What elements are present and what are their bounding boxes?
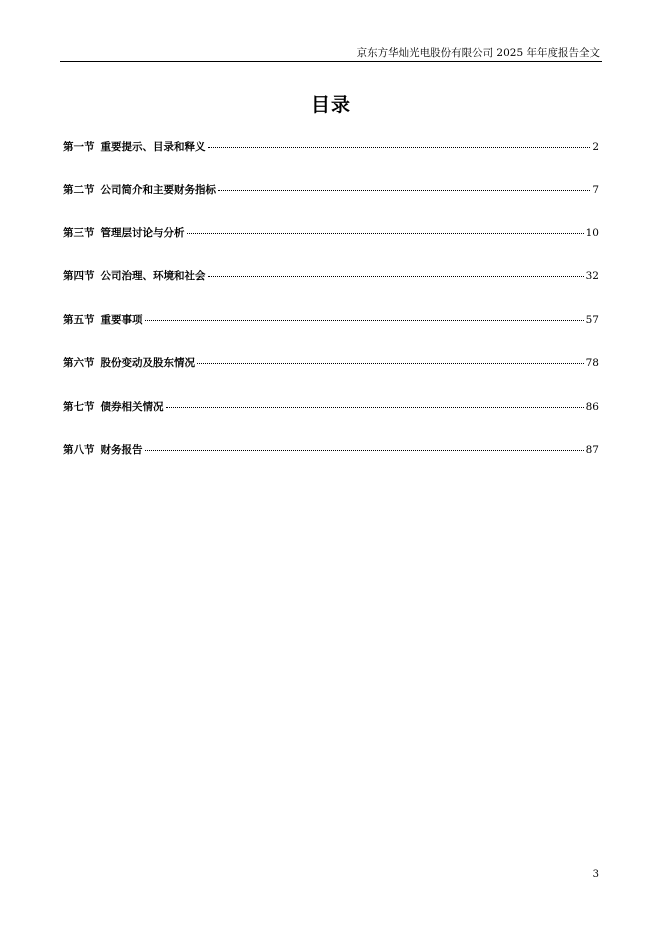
toc-dot-leader [218,190,590,191]
toc-entry[interactable] [63,269,599,283]
toc-dot-leader [208,276,584,277]
toc-page-number: 10 [585,227,599,239]
toc-dot-leader [208,147,591,148]
toc-section-number: 第六节 [63,357,95,369]
toc-entry[interactable] [63,140,599,154]
toc-page-number: 2 [592,141,599,153]
toc-title: 目录 [310,94,351,116]
toc-page-number: 78 [585,357,599,369]
toc-entry[interactable] [63,183,599,197]
toc-section-number: 第四节 [63,270,95,282]
toc-dot-leader [197,363,584,364]
page-number: 3 [592,869,599,880]
toc-entry[interactable] [63,356,599,370]
toc-section-number: 第一节 [63,141,95,153]
toc-page-number: 87 [585,444,599,456]
toc-section-title: 重要提示、目录和释义 [100,141,206,153]
toc-section-title: 公司简介和主要财务指标 [100,184,216,196]
toc-section-title: 财务报告 [100,444,143,456]
toc-section-title: 公司治理、环境和社会 [100,270,206,282]
toc-dot-leader [187,233,584,234]
toc-page-number: 7 [592,184,599,196]
toc-section-title: 债券相关情况 [100,401,164,413]
toc-section-number: 第二节 [63,184,95,196]
toc-page-number: 86 [585,401,599,413]
toc-entry[interactable] [63,400,599,414]
toc-section-number: 第七节 [63,401,95,413]
running-header: 京东方华灿光电股份有限公司 2025 年年度报告全文 [356,47,600,59]
toc-section-title: 重要事项 [100,314,143,326]
toc-dot-leader [145,320,584,321]
toc-dot-leader [145,450,584,451]
toc-section-title: 股份变动及股东情况 [100,357,195,369]
toc-page-number: 32 [585,270,599,282]
toc-section-number: 第八节 [63,444,95,456]
toc-section-title: 管理层讨论与分析 [100,227,185,239]
toc-entry[interactable] [63,226,599,240]
toc-entry[interactable] [63,443,599,457]
toc-section-number: 第五节 [63,314,95,326]
toc-dot-leader [166,407,584,408]
header-divider [60,61,602,62]
toc-section-number: 第三节 [63,227,95,239]
toc-entry[interactable] [63,313,599,327]
toc-page-number: 57 [585,314,599,326]
